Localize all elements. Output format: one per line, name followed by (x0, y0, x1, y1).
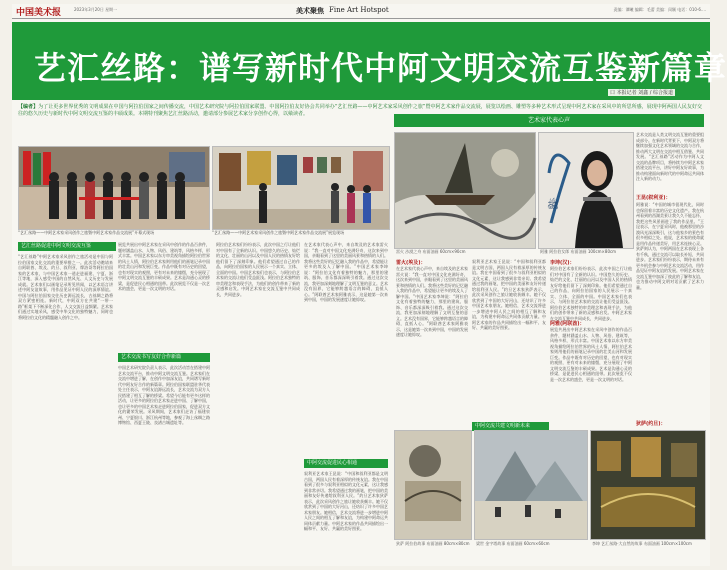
artist-text-2: 叙利亚艺术家王昆说：“中国和叙利亚都是文明古国，两国人民有着深厚的传统友谊。我在中国看到了很多与叙利亚相似的文化元素，这让我感到非常亲切。我希望通过我的画笔，把中国的美丽和友好传递给叙利亚人民。”约旦艺术家狄萨表示，此次采风创作之旅让她收获颇丰。她不仅欣赏到了中国的大好河山，还结识了许多中国艺术家朋友。她相信，艺术交流将进一步增进中阿人民之间的相互了解和友谊，为构建中阿命运共同体贡献力量。中阿艺术家的作品共同描绘出一幅和平、友好、共赢的美好图景。 (472, 259, 546, 330)
body-column-3: 中国艺术研究院负责人表示，此次活动旨在搭建中阿艺术交流平台，推动中阿文明交流互鉴。艺术家们在交流中增进了解，在创作中加深友谊，共同谱写新时代中阿友好合作的新篇章。阿拉伯国家联盟驻华代表处主任表示，中阿友谊源远流长，艺术交流为双方人民搭建了相互了解的桥梁。希望今后能有更多这样的活动，让更多的阿拉伯艺术家走进中国、了解中国，也让更多的中国艺术家走进阿拉伯国家，促进双方文化的繁荣发展。采风期间，艺术家们走访了福建泉州、宁夏银川、浙江杭州等地，参观了海上丝绸之路博物馆、西夏王陵、良渚古城遗址等。 (118, 365, 210, 425)
subhead-4: 中阿交流共建文明新未来 (472, 422, 549, 431)
lead-label: 【编者】 (18, 104, 39, 110)
photo1-caption: “艺汇丝路——中阿艺术家采风创作之旅暨中阿艺术家作品交流展”开幕式现场 (18, 230, 155, 235)
body-column-4: 阿拉伯艺术家们纷纷表示，此次中国之行让他们对中国有了全新的认识。中国悠久的历史、灿烂的文化、壮丽的山河以及中国人民的热情友好给他们留下了深刻印象。他们希望通过自己的作品，向阿拉伯国家的人民展示一个真实、立体、全面的中国。中国艺术家们也表示，与阿拉伯艺术家的交流让他们受益匪浅。阿拉伯艺术独特的审美理念和表现手法，为他们的创作带来了新的灵感和启发。中阿艺术家在交流互鉴中共同成长，共同进步。 (216, 242, 300, 297)
artwork-1-image (395, 133, 535, 248)
artwork-arab-woman (538, 132, 634, 249)
artwork-arab-story (394, 430, 472, 540)
subhead-1: 艺汇丝路促进中阿文明交流互鉴 (18, 242, 116, 251)
newspaper-page (12, 4, 727, 566)
section-title-cn: 美术聚焦 (296, 6, 324, 15)
masthead (12, 4, 710, 19)
issue-date: 2023年3月20日 星期一 (74, 7, 118, 12)
lead-text: 为了让更多世界优秀的文明成果在中国与阿拉伯国家之间传播交流，中国艺术研究院与阿拉伯国家联盟、中国阿拉伯友好协会共同举办“艺汇丝路——中阿艺术家采风创作之旅”暨中阿艺术家作品交流展，展览以绘画、雕塑等多种艺术形式呈现中阿艺术家在采风中的所思所感，展现中阿两国人民友好交往的悠久历史与新时代中阿文明交流互鉴的丰硕成果。本期特刊聚焦艺汇丝路活动，邀请部分参展艺术家分享创作心得，以飨读者。 (18, 104, 702, 117)
exhibition-image (213, 147, 389, 229)
subhead-2: 艺术交流书写友好合作新篇 (118, 353, 210, 362)
artwork-4-caption: 梁世 金字塔故事 布面油画 60cm×60cm (476, 541, 550, 546)
body-column-5: 在艺术家代表心声中，来自埃及的艺术家雷火说：“我一直对中国文化充满好奇，这次来到中国，亲眼看到了这里的美丽风景和热情的人们。我将这些美好的记忆融入我的作品中，希望能让更多的埃及人了解中国。”中国艺术家李坤说：“阿拉伯文化有着独特的魅力，那里的建筑、服饰、音乐都深深吸引着我。通过这次交流，我更加深刻地理解了文明互鉴的意义。艺术没有国界，它能够跨越语言的障碍，直抵人心。”阿联酋艺术家阿雅表示，这是她第一次来到中国，中国的发展速度让她惊叹。 (304, 242, 388, 302)
photo2-caption: “艺汇丝路——中阿艺术家采风创作之旅暨中阿艺术家作品交流展”展览现场 (212, 230, 345, 235)
artwork-3-image (395, 431, 471, 539)
artwork-1-caption: 雷火 沙漠之舟 布面油画 60cm×90cm (396, 249, 466, 254)
svg-text:ﷺ: ﷺ (547, 200, 560, 211)
artist-label-wang: 王昆(叙利亚)： (636, 195, 671, 201)
section-title-en: Fine Art Hotspot (329, 6, 389, 14)
artist-label-likun: 李坤(汉)： (550, 260, 575, 266)
artwork-2-image (539, 133, 633, 248)
body-column-2: 展览共展出中阿艺术家在采风中创作的作品百余件，题材涵盖山水、人物、风俗、建筑等，风格多样，形式丰富。中国艺术家以东方审美视角描绘阿拉伯世界的风土人情，阿拉伯艺术家则用他们的画笔记录中国的壮美山河和发展巨变。作品中既有对历史的回望，也有对现实的观照，更有对未来的憧憬，充分展现了中阿文明交流互鉴的丰硕成果。艺术是沟通心灵的桥梁，是促进民心相通的纽带。此次展览不仅是一次艺术的盛会，更是一次文明的对话。 (118, 242, 210, 291)
artwork-2-caption: 阿雅 阿拉伯女郎 布面油画 100cm×80cm (540, 249, 617, 254)
body-column-8: 阿雅说：“中国的城市很现代化，同时也保留着丰富的历史文化遗产。我在杭州看到的西湖美景让我久久不能忘怀，我把这些风景画进了我的作品里。”王昆表示，在宁夏采风时，他被那里的沙漠风光深深吸引，这与他家乡的景色有很多相似之处。他说，艺术家的使命就是用作品传递美好，用艺术连接心灵。狄萨则认为，中阿两国在艺术表现上各有千秋，通过交流可以取长补短，共同进步。艺术家们纷纷表示，期待未来有更多机会参与中阿艺术交流活动，用作品见证中阿友谊的发展。中阿艺术家在交流互鉴中加深了彼此的了解和友谊，也为推动中阿文明对话贡献了艺术力量。 (636, 202, 704, 290)
editor-credits: 责编：谭曦 编辑：毛蕾 美编：闵颖 电话：010-6.... (613, 7, 706, 12)
artwork-nature-story (590, 430, 706, 540)
exhibition-photo (212, 146, 390, 230)
page-headline: 艺汇丝路：谱写新时代中阿文明交流互鉴新篇章 (34, 49, 727, 87)
opening-ceremony-photo (18, 146, 210, 230)
artwork-5-image (591, 431, 705, 539)
art-section-title: 艺术家代表心声 (394, 114, 704, 127)
artist-label-leihuo: 雷火(埃及)： (396, 260, 426, 266)
artist-text-4: 展览共展出中阿艺术家在采风中创作的作品百余件，题材涵盖山水、人物、风俗、建筑等，风格多样，形式丰富。中国艺术家以东方审美视角描绘阿拉伯世界的风土人情，阿拉伯艺术家则用他们的画笔记录中国的壮美山河和发展巨变。作品中既有对历史的回望，也有对现实的观照，更有对未来的憧憬，充分展现了中阿文明交流互鉴的丰硕成果。艺术是沟通心灵的桥梁，是促进民心相通的纽带。此次展览不仅是一次艺术的盛会，更是一次文明的对话。 (550, 327, 632, 382)
artist-label-disa: 狄萨(约旦)： (636, 421, 666, 427)
body-column-7: 艺术交流是人类文明交流互鉴的重要组成部分。在新时代背景下，中阿双方将继续加强文化艺术领域的交流与合作，推动两大文明在交流中相互借鉴、共同发展。“艺汇丝路”活动作为中阿人文交流的品牌项目，将持续为中阿艺术家搭建交流平台，讲好中阿友好故事，为推动构建面向新时代的中阿命运共同体注入新的动力。 (636, 132, 704, 181)
artist-text-3: 阿拉伯艺术家们纷纷表示，此次中国之行让他们对中国有了全新的认识。中国悠久的历史、灿烂的文化、壮丽的山河以及中国人民的热情友好给他们留下了深刻印象。他们希望通过自己的作品，向阿拉伯国家的人民展示一个真实、立体、全面的中国。中国艺术家们也表示，与阿拉伯艺术家的交流让他们受益匪浅。阿拉伯艺术独特的审美理念和表现手法，为他们的创作带来了新的灵感和启发。中阿艺术家在交流互鉴中共同成长，共同进步。 (550, 266, 632, 321)
newspaper-logo: 中国美术报 (16, 8, 62, 18)
artwork-desert-ship (394, 132, 536, 249)
artwork-5-caption: 李坤 艺汇丝路·大自然的故事 布面油画 100cm×100cm (592, 541, 692, 546)
body-column-6: 叙利亚艺术家王昆说：“中国和叙利亚都是文明古国，两国人民有着深厚的传统友谊。我在中国看到了很多与叙利亚相似的文化元素，这让我感到非常亲切。我希望通过我的画笔，把中国的美丽和友好传递给叙利亚人民。”约旦艺术家狄萨表示，此次采风创作之旅让她收获颇丰。她不仅欣赏到了中国的大好河山，还结识了许多中国艺术家朋友。她相信，艺术交流将进一步增进中阿人民之间的相互了解和友谊，为构建中阿命运共同体贡献力量。中阿艺术家的作品共同描绘出一幅和平、友好、共赢的美好图景。 (304, 471, 388, 531)
ceremony-image (19, 147, 209, 229)
headline-banner (12, 22, 727, 100)
artist-label-aya: 阿雅(阿联酋)： (550, 321, 585, 327)
body-column-1: “艺汇丝路”中阿艺术家采风创作之旅活动是中国与阿拉伯国家文化交流的重要举措之一。此次活动邀请来自阿联酋、埃及、约旦、叙利亚、摩洛哥等阿拉伯国家的艺术家，与中国艺术家一道走进福建、宁夏、浙江等地，深入感受中国的自然风光、人文历史与发展成就。艺术家们以画笔记录所见所闻，以艺术语言讲述中阿友谊故事，用作品见证中阿人民的深厚情谊。中国与阿拉伯国家交往历史源远流长，古丝绸之路将双方紧密相连。新时代，中阿双方在共建“一带一路”框架下不断深化合作，人文交流日益频繁。艺术家们通过实地采风，感受中华文化的独特魅力，同时也将阿拉伯文化的精髓融入创作之中。 (18, 254, 113, 320)
artwork-pyramid-story (474, 430, 588, 540)
artwork-4-image (475, 431, 587, 539)
artist-text-1: 在艺术家代表心声中，来自埃及的艺术家雷火说：“我一直对中国文化充满好奇，这次来到中国，亲眼看到了这里的美丽风景和热情的人们。我将这些美好的记忆融入我的作品中，希望能让更多的埃及人了解中国。”中国艺术家李坤说：“阿拉伯文化有着独特的魅力，那里的建筑、服饰、音乐都深深吸引着我。通过这次交流，我更加深刻地理解了文明互鉴的意义。艺术没有国界，它能够跨越语言的障碍，直抵人心。”阿联酋艺术家阿雅表示，这是她第一次来到中国，中国的发展速度让她惊叹。 (396, 266, 468, 337)
byline: 口 本报记者 刘鑫 / 综合报道 (610, 90, 674, 96)
subhead-3: 中阿交流促进民心相通 (304, 459, 388, 468)
artwork-3-caption: 狄萨 阿拉伯故事 布面油画 80cm×80cm (396, 541, 470, 546)
